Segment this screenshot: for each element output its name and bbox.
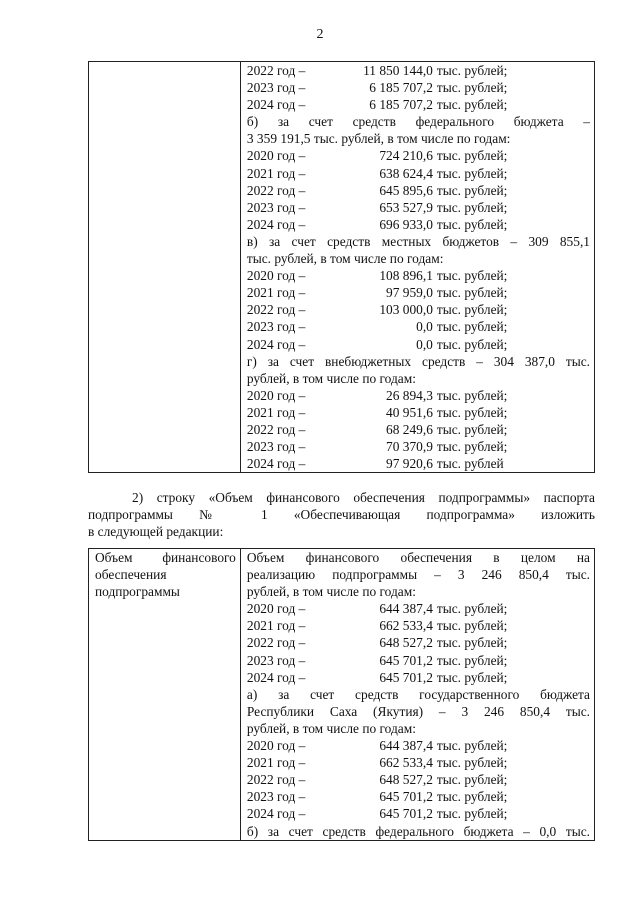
year-row bbox=[247, 96, 590, 113]
amount-value: 40 951,6 bbox=[386, 404, 433, 420]
amount-value: 97 959,0 bbox=[386, 285, 433, 301]
unit-label: тыс. рублей; bbox=[436, 772, 508, 788]
amount-value: 6 185 707,2 bbox=[369, 80, 433, 96]
year-row bbox=[247, 788, 590, 805]
year-label: 2024 год – bbox=[246, 336, 306, 352]
amount-value: 645 701,2 bbox=[379, 669, 433, 685]
unit-label: тыс. рублей; bbox=[436, 302, 508, 318]
intro-line: рублей, в том числе по годам: bbox=[246, 584, 416, 600]
year-row bbox=[247, 617, 590, 634]
amount-value: 97 920,6 bbox=[386, 456, 433, 472]
section-a-heading: Республики Саха (Якутия) – 3 246 850,4 тыс. bbox=[246, 703, 590, 719]
year-label: 2020 год – bbox=[246, 738, 306, 754]
year-label: 2022 год – bbox=[246, 182, 306, 198]
year-row bbox=[247, 600, 590, 617]
amount-value: 26 894,3 bbox=[386, 387, 433, 403]
unit-label: тыс. рублей; bbox=[436, 336, 508, 352]
amount-value: 6 185 707,2 bbox=[369, 97, 433, 113]
year-label: 2021 год – bbox=[246, 755, 306, 771]
unit-label: тыс. рублей bbox=[436, 456, 504, 472]
amount-value: 0,0 bbox=[416, 319, 433, 335]
year-row bbox=[247, 737, 590, 754]
amount-value: 644 387,4 bbox=[379, 738, 433, 754]
amount-value: 68 249,6 bbox=[386, 421, 433, 437]
year-row bbox=[247, 455, 590, 472]
unit-label: тыс. рублей; bbox=[436, 618, 508, 634]
unit-label: тыс. рублей; bbox=[436, 268, 508, 284]
table-left-cell bbox=[89, 549, 241, 841]
year-label: 2023 год – bbox=[246, 439, 306, 455]
unit-label: тыс. рублей; bbox=[436, 199, 508, 215]
year-row bbox=[247, 199, 590, 216]
left-label-line: обеспечения bbox=[95, 567, 167, 583]
year-label: 2024 год – bbox=[246, 806, 306, 822]
year-label: 2021 год – bbox=[246, 165, 306, 181]
unit-label: тыс. рублей; bbox=[436, 652, 508, 668]
unit-label: тыс. рублей; bbox=[436, 421, 508, 437]
unit-label: тыс. рублей; bbox=[436, 216, 508, 232]
year-row bbox=[247, 805, 590, 822]
left-label-line: Объем финансового bbox=[95, 550, 236, 565]
page-number: 2 bbox=[316, 27, 324, 42]
section-c-total: тыс. рублей, в том числе по годам: bbox=[246, 251, 444, 267]
unit-label: тыс. рублей; bbox=[436, 669, 508, 685]
year-label: 2024 год – bbox=[246, 669, 306, 685]
section-a-rows bbox=[247, 737, 590, 822]
section-b-line: б) за счет средств федерального бюджета – 0,0 тыс. bbox=[246, 823, 590, 839]
unit-label: тыс. рублей; bbox=[436, 789, 508, 805]
year-label: 2022 год – bbox=[246, 772, 306, 788]
paragraph-line: в следующей редакции: bbox=[88, 524, 224, 540]
section-a-heading: рублей, в том числе по годам: bbox=[246, 720, 416, 736]
section-a-heading: а) за счет средств государственного бюджета bbox=[246, 686, 590, 702]
section-d-heading: г) за счет внебюджетных средств – 304 387,0 тыс. bbox=[246, 353, 590, 369]
year-row bbox=[247, 404, 590, 421]
year-row bbox=[247, 318, 590, 335]
year-row bbox=[247, 165, 590, 182]
table-left-cell-empty bbox=[89, 62, 241, 473]
year-label: 2022 год – bbox=[246, 302, 306, 318]
amount-value: 644 387,4 bbox=[379, 601, 433, 617]
year-row bbox=[247, 301, 590, 318]
year-label: 2024 год – bbox=[246, 97, 306, 113]
year-label: 2022 год – bbox=[246, 421, 306, 437]
rows-2022-2024 bbox=[247, 62, 590, 113]
paragraph-line: подпрограммы № 1 «Обеспечивающая подпрограмма» изложить bbox=[88, 507, 595, 523]
year-row bbox=[247, 267, 590, 284]
year-label: 2023 год – bbox=[246, 652, 306, 668]
unit-label: тыс. рублей; bbox=[436, 148, 508, 164]
amendment-paragraph bbox=[88, 489, 595, 540]
section-b-rows bbox=[247, 147, 590, 232]
unit-label: тыс. рублей; bbox=[436, 319, 508, 335]
table-right-cell bbox=[240, 549, 594, 841]
intro-line: Объем финансового обеспечения в целом на bbox=[246, 550, 590, 565]
amount-value: 103 000,0 bbox=[379, 302, 433, 318]
year-label: 2020 год – bbox=[246, 387, 306, 403]
year-label: 2022 год – bbox=[246, 635, 306, 651]
total-rows bbox=[247, 600, 590, 685]
amount-value: 645 701,2 bbox=[379, 652, 433, 668]
unit-label: тыс. рублей; bbox=[436, 806, 508, 822]
year-label: 2021 год – bbox=[246, 618, 306, 634]
subprogram-financing-table bbox=[88, 548, 595, 841]
year-label: 2023 год – bbox=[246, 789, 306, 805]
year-label: 2023 год – bbox=[246, 80, 306, 96]
amount-value: 662 533,4 bbox=[379, 618, 433, 634]
financing-table-continued bbox=[88, 61, 595, 473]
year-row bbox=[247, 669, 590, 686]
amount-value: 645 701,2 bbox=[379, 806, 433, 822]
year-row bbox=[247, 182, 590, 199]
year-row bbox=[247, 634, 590, 651]
year-label: 2020 год – bbox=[246, 268, 306, 284]
amount-value: 108 896,1 bbox=[379, 268, 433, 284]
year-row bbox=[247, 387, 590, 404]
year-label: 2024 год – bbox=[246, 216, 306, 232]
unit-label: тыс. рублей; bbox=[436, 738, 508, 754]
amount-value: 724 210,6 bbox=[379, 148, 433, 164]
year-row bbox=[247, 438, 590, 455]
year-row bbox=[247, 284, 590, 301]
section-d-rows bbox=[247, 387, 590, 472]
unit-label: тыс. рублей; bbox=[436, 63, 508, 78]
year-row bbox=[247, 652, 590, 669]
amount-value: 645 895,6 bbox=[379, 182, 433, 198]
unit-label: тыс. рублей; bbox=[436, 165, 508, 181]
year-row bbox=[247, 336, 590, 353]
amount-value: 11 850 144,0 bbox=[363, 63, 433, 78]
unit-label: тыс. рублей; bbox=[436, 285, 508, 301]
year-row bbox=[247, 754, 590, 771]
amount-value: 653 527,9 bbox=[379, 199, 433, 215]
year-label: 2023 год – bbox=[246, 319, 306, 335]
section-c-heading: в) за счет средств местных бюджетов – 309 855,1 bbox=[246, 233, 590, 249]
year-label: 2023 год – bbox=[246, 199, 306, 215]
unit-label: тыс. рублей; bbox=[436, 635, 508, 651]
year-row bbox=[247, 147, 590, 164]
left-label-line: подпрограммы bbox=[95, 584, 180, 600]
unit-label: тыс. рублей; bbox=[436, 404, 508, 420]
year-row bbox=[247, 771, 590, 788]
unit-label: тыс. рублей; bbox=[436, 97, 508, 113]
unit-label: тыс. рублей; bbox=[436, 182, 508, 198]
year-label: 2022 год – bbox=[246, 63, 306, 78]
unit-label: тыс. рублей; bbox=[436, 755, 508, 771]
amount-value: 645 701,2 bbox=[379, 789, 433, 805]
section-b-heading: б) за счет средств федерального бюджета – bbox=[246, 114, 590, 130]
amount-value: 70 370,9 bbox=[386, 439, 433, 455]
amount-value: 696 933,0 bbox=[379, 216, 433, 232]
intro-line: реализацию подпрограммы – 3 246 850,4 тыс. bbox=[246, 567, 590, 583]
amount-value: 648 527,2 bbox=[379, 772, 433, 788]
section-d-total: рублей, в том числе по годам: bbox=[246, 370, 416, 386]
unit-label: тыс. рублей; bbox=[436, 80, 508, 96]
paragraph-line: 2) строку «Объем финансового обеспечения подпрограммы» паспорта bbox=[132, 490, 595, 505]
amount-value: 662 533,4 bbox=[379, 755, 433, 771]
section-c-rows bbox=[247, 267, 590, 352]
year-row bbox=[247, 216, 590, 233]
unit-label: тыс. рублей; bbox=[436, 601, 508, 617]
year-label: 2020 год – bbox=[246, 601, 306, 617]
unit-label: тыс. рублей; bbox=[436, 387, 508, 403]
year-row bbox=[247, 421, 590, 438]
year-row bbox=[247, 79, 590, 96]
year-label: 2020 год – bbox=[246, 148, 306, 164]
year-label: 2024 год – bbox=[246, 456, 306, 472]
year-label: 2021 год – bbox=[246, 285, 306, 301]
amount-value: 648 527,2 bbox=[379, 635, 433, 651]
section-b-total: 3 359 191,5 тыс. рублей, в том числе по годам: bbox=[246, 131, 511, 147]
amount-value: 0,0 bbox=[416, 336, 433, 352]
table-right-cell bbox=[240, 62, 594, 473]
year-label: 2021 год – bbox=[246, 404, 306, 420]
unit-label: тыс. рублей; bbox=[436, 439, 508, 455]
amount-value: 638 624,4 bbox=[379, 165, 433, 181]
year-row bbox=[247, 62, 590, 79]
